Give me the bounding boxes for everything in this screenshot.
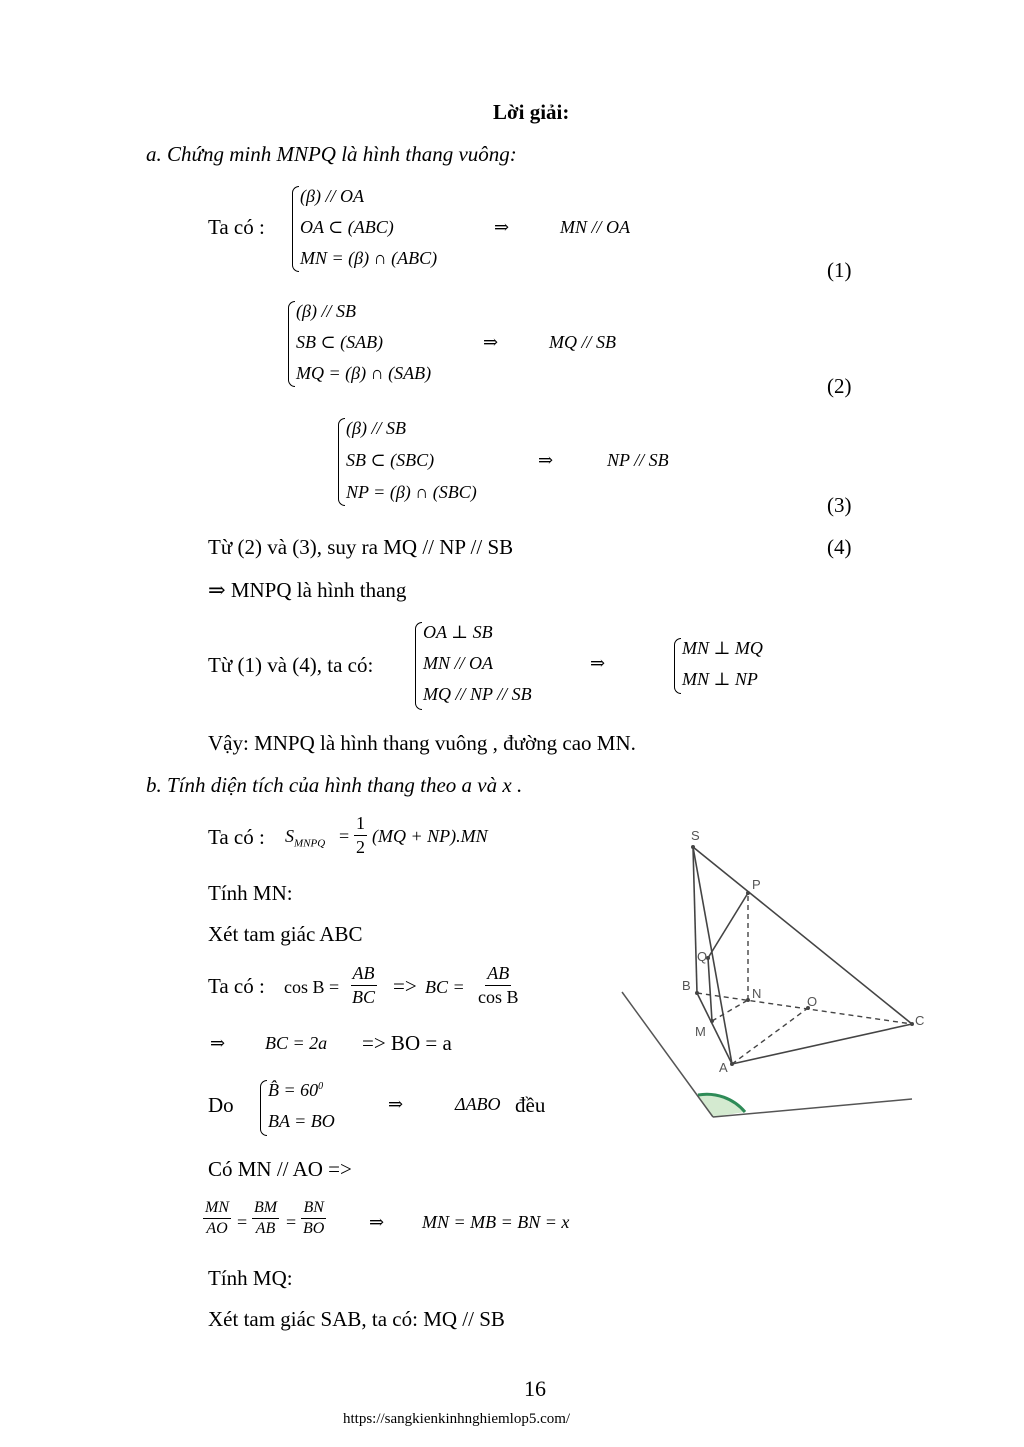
pyramid-figure [615,825,935,1125]
bn-over-bo-fraction: BN BO [303,1199,325,1237]
triangle-abo: ΔABO [455,1094,501,1114]
implies-arrow: ⇒ [388,1094,404,1114]
plane-edge-left [622,992,713,1117]
system-1-result: MN // OA [560,217,630,237]
edge-ac [732,1024,912,1064]
label-b: B [682,978,691,993]
system-5-line-1: MN ⊥ MQ [682,638,763,658]
system-6-line-2: BA = BO [268,1111,335,1131]
system-3-brace [338,418,345,506]
system-2-brace [288,301,295,387]
bm-over-ab-fraction: BM AB [254,1199,278,1237]
label-m: M [695,1024,706,1039]
system-3-line-3: NP = (β) ∩ (SBC) [346,482,477,502]
label-q: Q [697,949,708,964]
point-n [746,998,750,1002]
ta-co-label: Ta có : [208,825,265,849]
equilateral-label: đều [515,1093,546,1117]
segment-qp [708,893,748,958]
system-2-line-3: MQ = (β) ∩ (SAB) [296,363,432,383]
system-1-brace [292,186,299,272]
point-c [910,1022,914,1026]
bc-equals-2a: BC = 2a [265,1033,328,1053]
segment-mn [712,1000,748,1021]
label-s: S [691,828,700,843]
label-p: P [752,877,761,892]
equation-number-1: (1) [827,258,852,282]
ta-co-label: Ta có : [208,215,265,239]
system-4-brace [415,622,422,710]
point-b [695,991,699,995]
equals-sign: = [286,1212,297,1232]
ta-co-label: Ta có : [208,974,265,998]
from-1-and-4-text: Từ (1) và (4), ta có: [208,653,374,677]
then-arrow: => [393,974,417,998]
conclusion-right-trapezoid: Vậy: MNPQ là hình thang vuông , đường cao MN. [208,731,636,755]
part-b-heading: b. Tính diện tích của hình thang theo a và x . [146,773,523,797]
consider-triangle-abc: Xét tam giác ABC [208,922,363,946]
page-title: Lời giải: [493,100,570,124]
do-label: Do [208,1093,234,1117]
system-2-result: MQ // SB [549,332,616,352]
equation-number-4: (4) [827,535,852,559]
system-4-line-3: MQ // NP // SB [423,684,532,704]
area-symbol: $S_{MNPQ}$ [285,826,326,850]
label-c: C [915,1013,925,1028]
mn-result: MN = MB = BN = x [422,1212,570,1232]
system-4-line-1: OA ⊥ SB [423,622,493,642]
equals-sign: = [237,1212,248,1232]
equation-number-2: (2) [827,374,852,398]
segment-mq [708,958,712,1021]
equals-sign: = [339,826,350,846]
compute-mn-label: Tính MN: [208,881,293,905]
bc-equals: BC = [425,977,465,997]
from-2-and-3-text: Từ (2) và (3), suy ra MQ // NP // SB [208,535,514,559]
system-4-line-2: MN // OA [423,653,493,673]
trapezoid-conclusion: ⇒ MNPQ là hình thang [208,578,407,602]
point-s [691,845,695,849]
mn-over-ao-fraction: MN AO [205,1199,229,1237]
implies-arrow: ⇒ [494,217,510,237]
label-o: O [807,994,818,1009]
system-1-line-3: MN = (β) ∩ (ABC) [300,248,438,268]
ab-over-cosb-fraction: AB cos B [478,963,519,1007]
compute-mq-label: Tính MQ: [208,1266,293,1290]
one-half-fraction: 1 2 [356,813,365,857]
system-3-line-2: SB ⊂ (SBC) [346,450,435,470]
footer-url[interactable]: https://sangkienkinhnghiemlop5.com/ [343,1411,571,1427]
system-6-brace [260,1080,267,1136]
system-5-line-2: MN ⊥ NP [682,669,758,689]
system-3-result: NP // SB [607,450,669,470]
system-6-line-1: B̂ = $60^0$ [268,1080,324,1100]
label-a: A [719,1060,728,1075]
implies-arrow: ⇒ [369,1212,385,1232]
cos-b-lhs: cos B = [284,977,340,997]
system-5-brace [674,638,681,694]
ab-over-bc-fraction: AB BC [352,963,376,1007]
consider-triangle-sab: Xét tam giác SAB, ta có: MQ // SB [208,1307,505,1331]
area-formula-rhs: (MQ + NP).MN [372,826,488,846]
system-2-line-1: (β) // SB [296,301,356,321]
point-m [710,1019,714,1023]
implies-arrow: ⇒ [483,332,499,352]
implies-arrow: ⇒ [590,653,606,673]
system-3-line-1: (β) // SB [346,418,406,438]
label-n: N [752,986,762,1001]
implies-arrow: ⇒ [538,450,554,470]
bo-equals-a: => BO = a [362,1031,452,1055]
part-a-heading: a. Chứng minh MNPQ là hình thang vuông: [146,142,517,166]
implies-arrow: ⇒ [210,1033,226,1053]
page-number: 16 [524,1376,546,1401]
system-1-line-1: (β) // OA [300,186,364,206]
equation-number-3: (3) [827,493,852,517]
system-2-line-2: SB ⊂ (SAB) [296,332,384,352]
point-p [746,891,750,895]
point-a [730,1062,734,1066]
system-1-line-2: OA ⊂ (ABC) [300,217,394,237]
mn-parallel-ao-text: Có MN // AO => [208,1157,352,1181]
